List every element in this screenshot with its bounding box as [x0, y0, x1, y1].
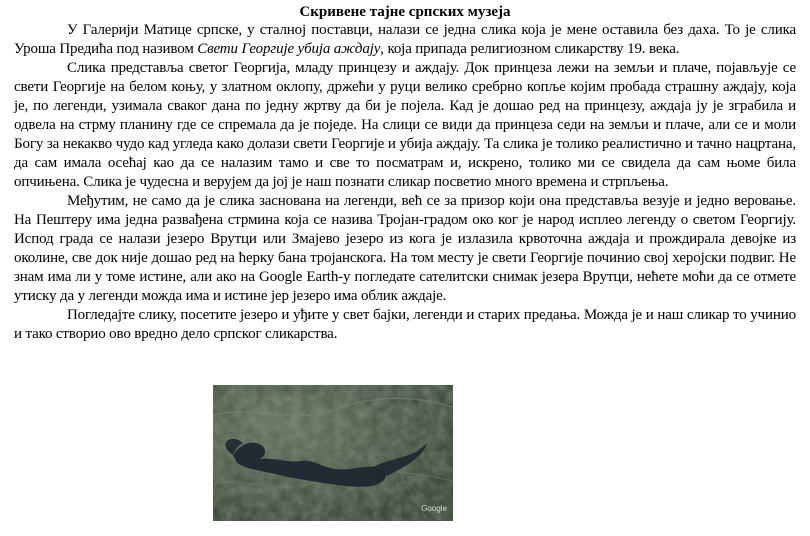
page-title: Скривене тајне српских музеја	[299, 4, 511, 20]
paragraph-1	[14, 21, 796, 59]
paragraph-1-text-b: , која припада религиозном сликарству 19. века.	[380, 41, 680, 57]
paragraph-2: Слика представља светог Георгија, младу принцезу и аждају. Док принцеза лежи на земљи и плаче, појављује се свети Георгије на белом коњу, у златном оклопу, држећи у руци велико сребрно копље којим пробада страшну аждају, која је, по легенди, узимала сваког дана по једну жртву да би је појела. Кад је дошао ред на принцезу, аждаја ју је зграбила и одвела на стрму планину где се спремала да је поједе. На слици се види да принцеза седи на земљи и плаче, али се и моли Богу за некакво чудо кад угледа како долази свети Георгије и убија аждају. Та слика је толико реалистично и тачно нацртана, да сам имала осећај као да се налазим тамо и све то посматрам и, искрено, толико ми се свидела да сам њоме била опчињена. Слика је чудесна и верујем да јој је наш познати сликар посветио много времена и стрпљења.	[14, 60, 796, 190]
paragraph-1-text-a: У Галерији Матице српске, у сталној поставци, налази се једна слика која је мене оставила без даха. То је слика Уроша Предића под називом	[14, 22, 796, 57]
satellite-image-lake-vrutci	[213, 385, 453, 521]
paragraph-3: Међутим, не само да је слика заснована на легенди, већ се за призор који она представља везује и једно веровање. На Пештеру има једна развађена стрмина која се назива Тројан-градом око ког је народ исплео легенду о светом Георгију. Испод града се налази језеро Врутци или Змајево језеро из кога је излазила крвоточна аждаја и прождирала девојке из околине, све док није дошао ред на ћерку бана тројанскога. На том месту је свети Георгије починио свој херојски подвиг. Не знам има ли у томе истине, али ако на Google Earth-у погледате сателитски снимак језера Врутци, нећете моћи да се отмете утиску да у легенди можда има и истине јер језеро има облик аждаје.	[14, 193, 796, 304]
painting-title: Свети Георгије убија аждају	[197, 41, 381, 57]
document-page	[14, 3, 796, 344]
paragraph-4: Погледајте слику, посетите језеро и уђите у свет бајки, легенди и старих предања. Можда је и наш сликар то учинио и тако створио ово вредно дело српског сликарства.	[14, 307, 796, 342]
google-watermark: Google	[421, 504, 447, 513]
satellite-image-graphic	[213, 385, 453, 521]
